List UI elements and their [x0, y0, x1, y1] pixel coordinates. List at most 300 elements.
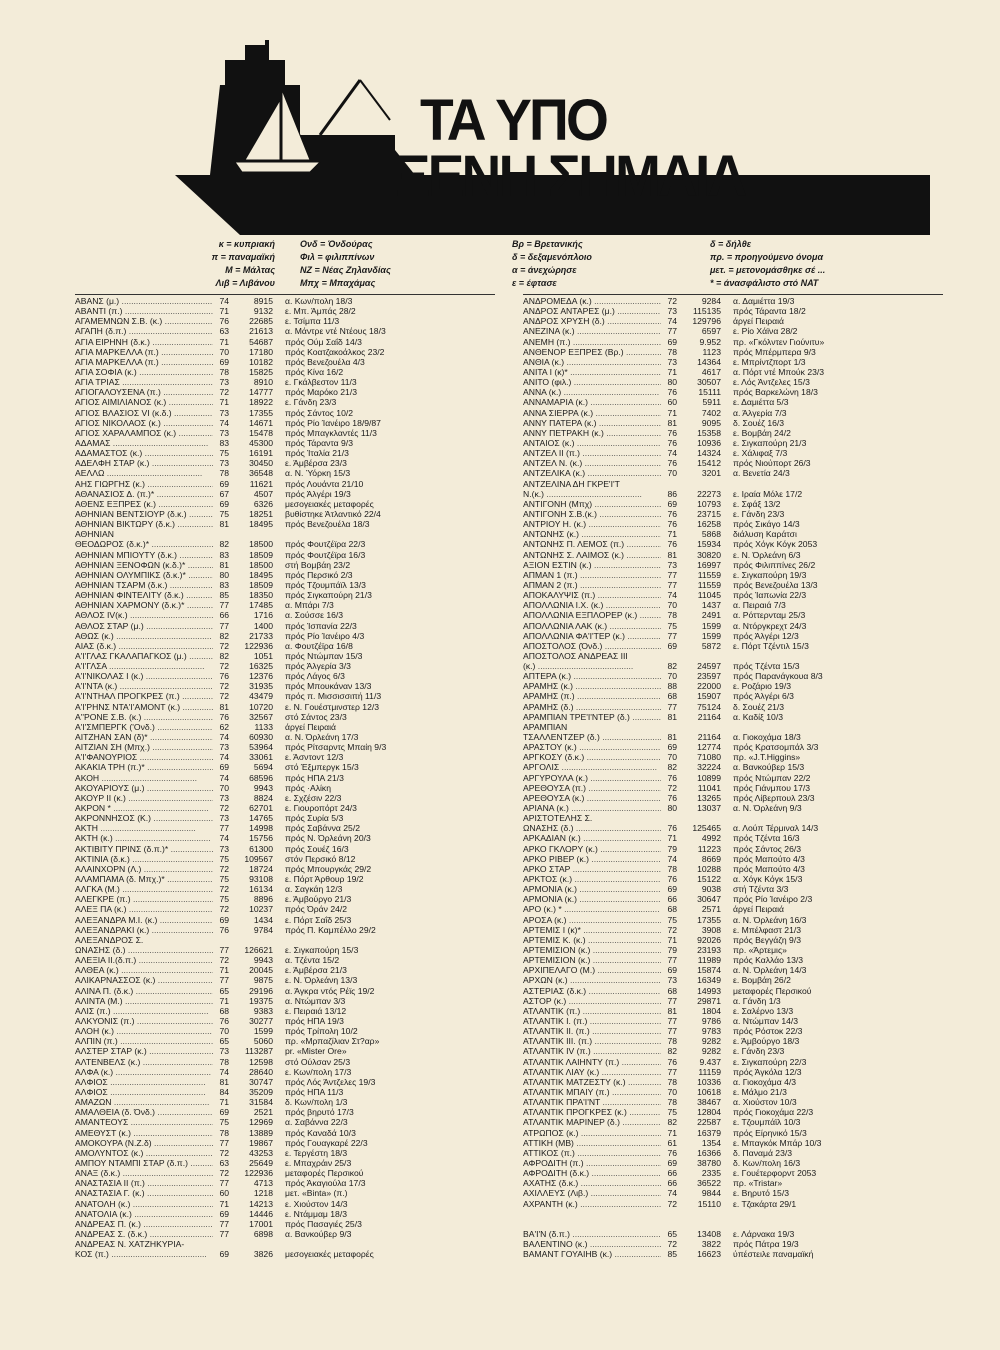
ship-row: [523, 712, 943, 722]
build-year: 73: [219, 792, 229, 803]
ship-row: [75, 1046, 495, 1056]
ship-name: ΑΛΕΞΙΑ ΙΙ.(δ.π.) .....: [75, 955, 213, 965]
legend-entry: δ = δεξαμενόπλοιο: [512, 252, 592, 262]
tonnage: 15907: [697, 691, 721, 702]
tonnage: 8910: [253, 377, 273, 388]
ship-row: [523, 742, 943, 752]
ship-row: [523, 955, 943, 965]
build-year: 77: [219, 620, 229, 631]
ship-row: [75, 499, 495, 509]
build-year: 76: [667, 539, 677, 550]
build-year: 74: [667, 1188, 677, 1199]
build-year: 82: [667, 1046, 677, 1057]
status-note: πρός Ν. Όρλεάνη 20/3: [285, 833, 371, 844]
status-note: ε. Γουέτερφορντ 2053: [733, 1168, 817, 1179]
status-note: πρός Τζουμπάϊλ 13/3: [285, 579, 366, 590]
build-year: 75: [219, 448, 229, 459]
ship-name: ΑΡΧΩΝ (κ.) .....: [523, 975, 661, 985]
build-year: 71: [667, 529, 677, 540]
build-year: 72: [667, 296, 677, 306]
ship-name: ΑΣΤΕΡΙΑΣ (δ.κ.) .....: [523, 986, 661, 996]
ship-row: [523, 773, 943, 783]
ship-row: [523, 844, 943, 854]
status-note: πρός Άλγερία 3/3: [285, 661, 351, 672]
ship-row: [523, 337, 943, 347]
ship-row: [523, 783, 943, 793]
tonnage: 9943: [253, 782, 273, 793]
ship-name: ΑΓΙΑ ΜΑΡΚΕΛΛΑ (π.) .....: [75, 347, 213, 357]
ship-name: ΑΛΤΕΝΒΕΛΣ (κ.) .....: [75, 1057, 213, 1067]
ship-name: ΑΘΗΝΙΑΝ ΞΕΝΟΦΩΝ (κ.δ.)* .....: [75, 560, 213, 570]
status-note: πρός Τάραντα 18/2: [733, 306, 806, 317]
tonnage: 16366: [697, 1147, 721, 1158]
ship-name: ΑΘΕΝΣ ΕΞΠΡΕΣ (κ.) .....: [75, 499, 213, 509]
build-year: 77: [667, 955, 677, 966]
tonnage: 122936: [244, 640, 273, 651]
ship-row: [75, 347, 495, 357]
build-year: 74: [219, 732, 229, 743]
tonnage: 15111: [698, 387, 721, 398]
ship-row: [75, 539, 495, 549]
tonnage: 18251: [249, 508, 273, 519]
ship-name: ΑΡΑΣΤΟΥ (κ.) .....: [523, 742, 661, 752]
ship-row: [75, 722, 495, 732]
ship-row: [75, 742, 495, 752]
build-year: 73: [667, 975, 677, 986]
ship-name: ΑΘΗΝΙΑΝ ΧΑΡΜΟΝΥ (δ.κ.)* .....: [75, 600, 213, 610]
ship-row: [523, 1178, 943, 1188]
tonnage: 11621: [249, 478, 273, 489]
ship-row: [523, 296, 943, 306]
build-year: 76: [667, 1147, 677, 1158]
tonnage: 10288: [697, 863, 721, 874]
tonnage: 35209: [249, 1086, 273, 1097]
ship-name: ΩΝΑΣΗΣ (δ.) .....: [75, 945, 213, 955]
build-year: 80: [219, 569, 229, 580]
tonnage: 18495: [249, 519, 273, 530]
tonnage: 16997: [697, 559, 721, 570]
ship-name: ΑΚΤΗ .....: [75, 823, 213, 833]
tonnage: 9943: [253, 955, 273, 966]
ship-row: [75, 458, 495, 468]
tonnage: 21164: [697, 711, 721, 722]
build-year: 74: [667, 316, 677, 327]
status-note: πρός Τζέντα 16/3: [733, 833, 800, 844]
tonnage: 38780: [697, 1157, 721, 1168]
ship-row: [75, 915, 495, 925]
ship-name: ΑΡΜΟΝΙΑ (κ.) .....: [523, 894, 661, 904]
status-note: πρός Ρίτσαρντς Μπαίη 9/3: [285, 742, 387, 753]
ship-name: ΑΘΗΝΙΑΝ ΒΙΚΤΩΡΥ (δ.κ.) .....: [75, 519, 213, 529]
ship-name: ΑΝΤΖΕΛ ΙΙ (π.) .....: [523, 448, 661, 458]
ship-row: [523, 874, 943, 884]
ship-row: [75, 1117, 495, 1127]
ship-row: [523, 377, 943, 387]
build-year: 78: [667, 610, 677, 621]
tonnage: 5911: [702, 397, 721, 408]
tonnage: 9038: [701, 884, 721, 895]
tonnage: 19375: [249, 995, 273, 1006]
ship-name: ΑΠΜΑΝ 2 (π.) .....: [523, 580, 661, 590]
ship-name: ΑΝΝΑΜΑΡΙΑ (κ.) .....: [523, 397, 661, 407]
build-year: 77: [667, 1026, 677, 1037]
ship-name: ΑΡΕΘΟΥΣΑ (κ.) .....: [523, 793, 661, 803]
tonnage: 92026: [697, 934, 721, 945]
ship-row: [523, 1016, 943, 1026]
ship-name: ΑΠΟΛΛΩΝΙΑ Ι.Χ. (κ.) .....: [523, 600, 661, 610]
status-note: pr. «Mister Ore»: [285, 1046, 347, 1057]
ship-name: ΑΝΘΙΑ (κ.) .....: [523, 357, 661, 367]
tonnage: 32567: [249, 711, 273, 722]
status-note: πρός Τζέντα 15/3: [733, 661, 800, 672]
tonnage: 38467: [697, 1097, 721, 1108]
build-year: 83: [219, 579, 229, 590]
build-year: 82: [219, 630, 229, 641]
build-year: 71: [667, 1127, 677, 1138]
ship-row: [75, 397, 495, 407]
status-note: πρός Σιγκαπούρη 21/3: [285, 590, 372, 601]
tonnage: 17180: [249, 346, 273, 357]
tonnage: 31584: [249, 1097, 273, 1108]
ship-row: [75, 762, 495, 772]
build-year: 72: [667, 924, 677, 935]
ship-name: ΑΡΙΣΤΟΤΕΛΗΣ Σ.: [523, 813, 593, 824]
build-year: 70: [219, 782, 229, 793]
ship-name: ΑΔΑΜΑΣΤΟΣ (κ.) .....: [75, 448, 213, 458]
tonnage: 16623: [697, 1249, 721, 1260]
status-note: πρός Μαπούτο 4/3: [733, 853, 805, 864]
ship-name: ΑΡΑΜΠΙΑΝ ΤΡΕ'Ι'ΝΤΕΡ (δ.) .....: [523, 712, 661, 722]
tonnage: 10899: [697, 772, 721, 783]
tonnage: 45300: [249, 437, 273, 448]
ship-name: ΑΓΙΑ ΕΙΡΗΝΗ (δ.κ.) .....: [75, 337, 213, 347]
status-note: πρός Κοατζακοάλκος 23/2: [285, 346, 385, 357]
ship-name: ΑΡΤΕΜΙΣΙΟΝ (κ.) .....: [523, 955, 661, 965]
ship-row: [523, 509, 943, 519]
build-year: 73: [219, 1046, 229, 1057]
status-note: πρός Νιούπορτ 26/3: [733, 458, 811, 469]
build-year: 73: [219, 377, 229, 388]
tonnage: 14671: [249, 417, 273, 428]
tonnage: 30507: [697, 377, 721, 388]
status-note: α. Δαμιέττα 19/3: [733, 296, 795, 306]
legend-entry: ΝΖ = Νέας Ζηλανδίας: [300, 265, 391, 275]
ship-row: [523, 702, 943, 712]
ship-row: [75, 1249, 495, 1259]
build-year: 63: [219, 1157, 229, 1168]
ship-row: [75, 975, 495, 985]
ship-name: ΑΠΟΣΤΟΛΟΣ ΑΝΔΡΕΑΣ ΙΙΙ: [523, 650, 628, 661]
ship-name: ΑΝΑΞ (δ.κ.) .....: [75, 1168, 213, 1178]
column-rule: [523, 294, 943, 295]
ship-name: ΑΝΤΙΓΟΝΗ Σ.Β.(κ.) .....: [523, 509, 661, 519]
ship-row: [523, 499, 943, 509]
ship-name: ΑΚΑΚΙΑ ΤΡΗ (π.)* .....: [75, 762, 213, 772]
ship-name: Α'Ι'ΝΙΚΟΛΑΣ Ι (κ.) .....: [75, 671, 213, 681]
ship-name: ΑΝΤΩΝΗΣ (κ.) .....: [523, 529, 661, 539]
legend-entry: * = άνασφάλιστο στό ΝΑΤ: [710, 278, 819, 288]
status-note: πρ. «Tristar»: [733, 1178, 783, 1189]
ship-name: ΑΒΑΝΣ (μ.) .....: [75, 296, 213, 306]
tonnage: 15874: [697, 965, 721, 976]
ship-name: ΑΡΤΕΜΙΣΙΟΝ (κ.) .....: [523, 945, 661, 955]
build-year: 76: [667, 874, 677, 885]
tonnage: 9282: [701, 1046, 721, 1057]
status-note: πρός Σαβάννα 25/2: [285, 823, 360, 834]
ship-row: [75, 1107, 495, 1117]
tonnage: 109567: [244, 853, 273, 864]
ship-name: ΑΧΑΤΗΣ (δ.κ.) .....: [523, 1178, 661, 1188]
status-note: α. Σούσσε 16/3: [285, 610, 344, 621]
ship-name: ΑΤΛΑΝΤΙΚ ΙΙ. (π.) .....: [523, 1026, 661, 1036]
status-note: πρός Γιάνμπου 17/3: [733, 782, 811, 793]
ship-name: ΑΡΓΟΛΙΣ .....: [523, 762, 661, 772]
ship-row: [75, 1229, 495, 1239]
ship-name: ΑΝΤΙΓΟΝΗ (Μπχ) .....: [523, 499, 661, 509]
ship-name: ΑΛΙΝΤΑ (Μ.) .....: [75, 996, 213, 1006]
legend-column: [512, 238, 662, 290]
build-year: 65: [219, 985, 229, 996]
status-note: ε. Ιραία Μόλε 17/2: [733, 488, 803, 499]
build-year: 77: [219, 823, 229, 834]
ship-name: ΑΡΟ (κ.) * .....: [523, 904, 661, 914]
build-year: 78: [667, 1036, 677, 1047]
status-note: πρός Χόγκ Κόγκ 2053: [733, 539, 818, 550]
build-year: 66: [667, 1178, 677, 1189]
build-year: 77: [667, 630, 677, 641]
ship-row: [523, 458, 943, 468]
status-note: ε. Σιγκαπούρη 15/3: [285, 945, 359, 955]
ship-row: [75, 316, 495, 326]
build-year: 79: [667, 945, 677, 955]
build-year: 76: [667, 519, 677, 530]
tonnage: 20045: [249, 965, 273, 976]
tonnage: 9.437: [699, 1056, 721, 1067]
status-note: πρός Βενεζουέλα 13/3: [733, 579, 818, 590]
ship-row: [75, 803, 495, 813]
ship-name: ΑΠΜΑΝ 1 (π.) .....: [523, 570, 661, 580]
status-note: μετ. «Binta» (π.): [285, 1188, 348, 1199]
ship-row: [75, 519, 495, 529]
status-note: α. Ντώμπαν 3/3: [285, 995, 346, 1006]
ship-name: Α'Ι'ΓΛΑΣ ΓΚΑΛΑΠΑΓΚΟΣ (μ.) .....: [75, 651, 213, 661]
ship-name: ΑΝΙΤΑ Ι (κ)* .....: [523, 367, 661, 377]
ship-row: [75, 1158, 495, 1168]
legend-entry: π = παναμαϊκή: [211, 252, 275, 262]
tonnage: 62701: [249, 803, 273, 814]
build-year: 67: [219, 488, 229, 499]
ship-row: [75, 631, 495, 641]
status-note: α. Μάντρε ντέ Ντέους 18/3: [285, 326, 386, 337]
tonnage: 11159: [698, 1066, 721, 1077]
ship-name: ΑΔΕΛΦΗ ΣΤΑΡ (κ.) .....: [75, 458, 213, 468]
ship-row: [75, 864, 495, 874]
ship-name: ΑΒΑΝΤΙ (π.) .....: [75, 306, 213, 316]
status-note: α. Ν. Ύόρκη 15/3: [285, 468, 351, 479]
ship-row: [75, 600, 495, 610]
status-note: μεταφορές Περσικού: [285, 1168, 364, 1179]
ship-name: Ν.(κ.) .....: [523, 489, 661, 499]
ship-row: [75, 357, 495, 367]
status-note: πρός Ίσπανία 22/3: [285, 620, 357, 631]
status-note: ε. Λάρνακα 19/3: [733, 1228, 795, 1239]
tonnage: 9383: [253, 1005, 273, 1016]
ship-name: ΑΚΟΥΡ ΙΙ (κ.) .....: [75, 793, 213, 803]
ship-row: [523, 590, 943, 600]
ship-row: [75, 1168, 495, 1178]
ship-row: [75, 955, 495, 965]
status-note: ε. Μάλμο 21/3: [733, 1086, 787, 1097]
build-year: 72: [219, 640, 229, 651]
build-year: 81: [667, 1005, 677, 1016]
build-year: 83: [219, 437, 229, 448]
ship-row: [75, 783, 495, 793]
legend-column: [150, 238, 275, 290]
status-note: ε. Τεργέστη 18/3: [285, 1147, 348, 1158]
ship-row: [75, 1199, 495, 1209]
tonnage: 12804: [697, 1107, 721, 1118]
ship-row: [523, 732, 943, 742]
ship-row: [523, 661, 943, 671]
ship-name: ΑΡΟΣΑ (κ.) .....: [523, 915, 661, 925]
ship-name: ΑΛΟΗ (κ.) .....: [75, 1026, 213, 1036]
ship-row: [75, 590, 495, 600]
build-year: 81: [219, 559, 229, 570]
ship-name: ΑΘΛΟΣ IV(κ.) .....: [75, 610, 213, 620]
build-year: 75: [667, 914, 677, 925]
status-note: πρός Όράν 24/2: [285, 904, 348, 915]
build-year: 71: [667, 833, 677, 844]
ship-name: ΑΛΙΚΑΡΝΑΣΣΟΣ (κ.) .....: [75, 975, 213, 985]
ship-row: [523, 479, 943, 489]
ship-name: ΑΠΟΛΛΩΝΙΑ ΦΑ'Ι'ΤΕΡ (κ.) .....: [523, 631, 661, 641]
status-note: πρός Άλγέρι 12/3: [733, 630, 799, 641]
status-note: α. Γιοκοχάμα 4/3: [733, 1076, 797, 1087]
build-year: 77: [667, 1015, 677, 1026]
build-year: 74: [219, 833, 229, 844]
tonnage: 1437: [701, 600, 721, 611]
tonnage: 9282: [701, 1036, 721, 1047]
build-year: 69: [219, 478, 229, 489]
build-year: 82: [219, 650, 229, 661]
ship-name: ΑΝΔΡΟΜΕΔΑ (κ.) .....: [523, 296, 661, 306]
build-year: 71: [219, 1198, 229, 1209]
ship-row: [523, 326, 943, 336]
build-year: 76: [219, 1015, 229, 1026]
ship-row: [523, 945, 943, 955]
ship-row: [523, 854, 943, 864]
status-note: α. Χόγκ Κόγκ 15/3: [733, 874, 803, 885]
status-note: ε. Γκάλβεστον 11/3: [285, 377, 357, 388]
ship-row: [75, 1219, 495, 1229]
build-year: 81: [219, 701, 229, 712]
build-year: 71: [219, 336, 229, 347]
ship-name: ΑΤΤΙΚΟΣ (π.) .....: [523, 1148, 661, 1158]
build-year: 72: [219, 661, 229, 672]
build-year: 60: [667, 397, 677, 408]
build-year: 80: [667, 803, 677, 814]
tonnage: 71080: [697, 752, 721, 763]
tonnage: 21613: [249, 326, 273, 337]
status-note: α. Ν. Όρλεάνη 14/3: [733, 965, 807, 976]
tonnage: 5694: [253, 762, 273, 773]
status-note: ε. Λός Άντζελες 15/3: [733, 377, 810, 388]
build-year: 76: [219, 671, 229, 682]
ship-row: [75, 996, 495, 1006]
status-note: πρός Τρίπολη 10/2: [285, 1026, 358, 1037]
tonnage: 17355: [697, 914, 721, 925]
ship-name: ΑΡΓΥΡΟΥΛΑ (κ.) .....: [523, 773, 661, 783]
ship-name: ΑΛΑΙΝΧΟΡΝ (Λ.) .....: [75, 864, 213, 874]
status-note: πρός Μαρόκο 21/3: [285, 387, 358, 398]
build-year: 77: [219, 945, 229, 955]
build-year: 71: [219, 1097, 229, 1108]
build-year: 75: [667, 1107, 677, 1118]
ship-row: [75, 1006, 495, 1016]
ship-name: ΑΝΤΖΕΛΙΝΑ ΔΗ ΓΚΡΕ'Ι'Τ: [523, 478, 620, 489]
tonnage: 3908: [701, 924, 721, 935]
tonnage: 22587: [697, 1117, 721, 1128]
tonnage: 13408: [697, 1228, 721, 1239]
build-year: 78: [667, 863, 677, 874]
status-note: πρός Ρίο Ίανέιρο 18/9/87: [285, 417, 381, 428]
ship-row: [75, 438, 495, 448]
status-note: μεσογειακές μεταφορές: [285, 498, 374, 509]
status-note: πρός Ρίο Ίανέιρο 4/3: [285, 630, 365, 641]
status-note: α. Ντόργκρεχτ 24/3: [733, 620, 807, 631]
ship-row: [523, 539, 943, 549]
status-note: ε. Γάνδη 23/3: [285, 397, 337, 408]
tonnage: 8915: [253, 296, 273, 306]
ship-name: ΑΡΜΟΝΙΑ (κ.) .....: [523, 884, 661, 894]
ship-row: [523, 408, 943, 418]
legend-entry: μετ. = μετονομάσθηκε σέ ...: [710, 265, 826, 275]
ship-name: ΑΞΙΟΝ ΕΣΤΙΝ (κ.) .....: [523, 560, 661, 570]
build-year: 85: [219, 590, 229, 601]
status-note: πρός Μαπούτο 4/3: [733, 863, 805, 874]
tonnage: 75124: [697, 701, 721, 712]
ship-row: [75, 1067, 495, 1077]
ship-row: [75, 468, 495, 478]
tonnage: 2491: [701, 610, 721, 621]
status-note: πρός Άκαγιούλα 17/3: [285, 1178, 366, 1189]
ship-row: [75, 387, 495, 397]
build-year: 76: [667, 427, 677, 438]
status-note: πρός Περσικό 2/3: [285, 569, 353, 580]
ship-row: [75, 925, 495, 935]
ship-row: [523, 570, 943, 580]
status-note: α. Ρόττερνταμ 25/3: [733, 610, 806, 621]
tonnage: 13265: [697, 792, 721, 803]
status-note: πρός Ούμ Σαΐδ 14/3: [285, 336, 362, 347]
tonnage: 8824: [253, 792, 273, 803]
status-note: ε. Τζουμπάϊλ 10/3: [733, 1117, 801, 1128]
ship-row: [523, 1229, 943, 1239]
ship-row: [523, 1046, 943, 1056]
status-note: στή Βομβάη 23/2: [285, 559, 351, 570]
ship-name: ΑΡΑΜΗΣ (π.) .....: [523, 691, 661, 701]
ship-row: [523, 894, 943, 904]
ship-name: ΑΛΙΝΑ Π. (δ.κ.) .....: [75, 986, 213, 996]
build-year: 70: [219, 1026, 229, 1037]
status-note: πρός Καλλάο 13/3: [733, 955, 804, 966]
tonnage: 15110: [697, 1198, 721, 1209]
build-year: 71: [667, 366, 677, 377]
ship-row: [523, 1188, 943, 1198]
status-note: ε. Μπ. Άμπάς 28/2: [285, 306, 356, 317]
ship-name: ΑΛΦΙΟΣ .....: [75, 1077, 213, 1087]
status-note: πρός Είρηνικό 15/3: [733, 1127, 807, 1138]
